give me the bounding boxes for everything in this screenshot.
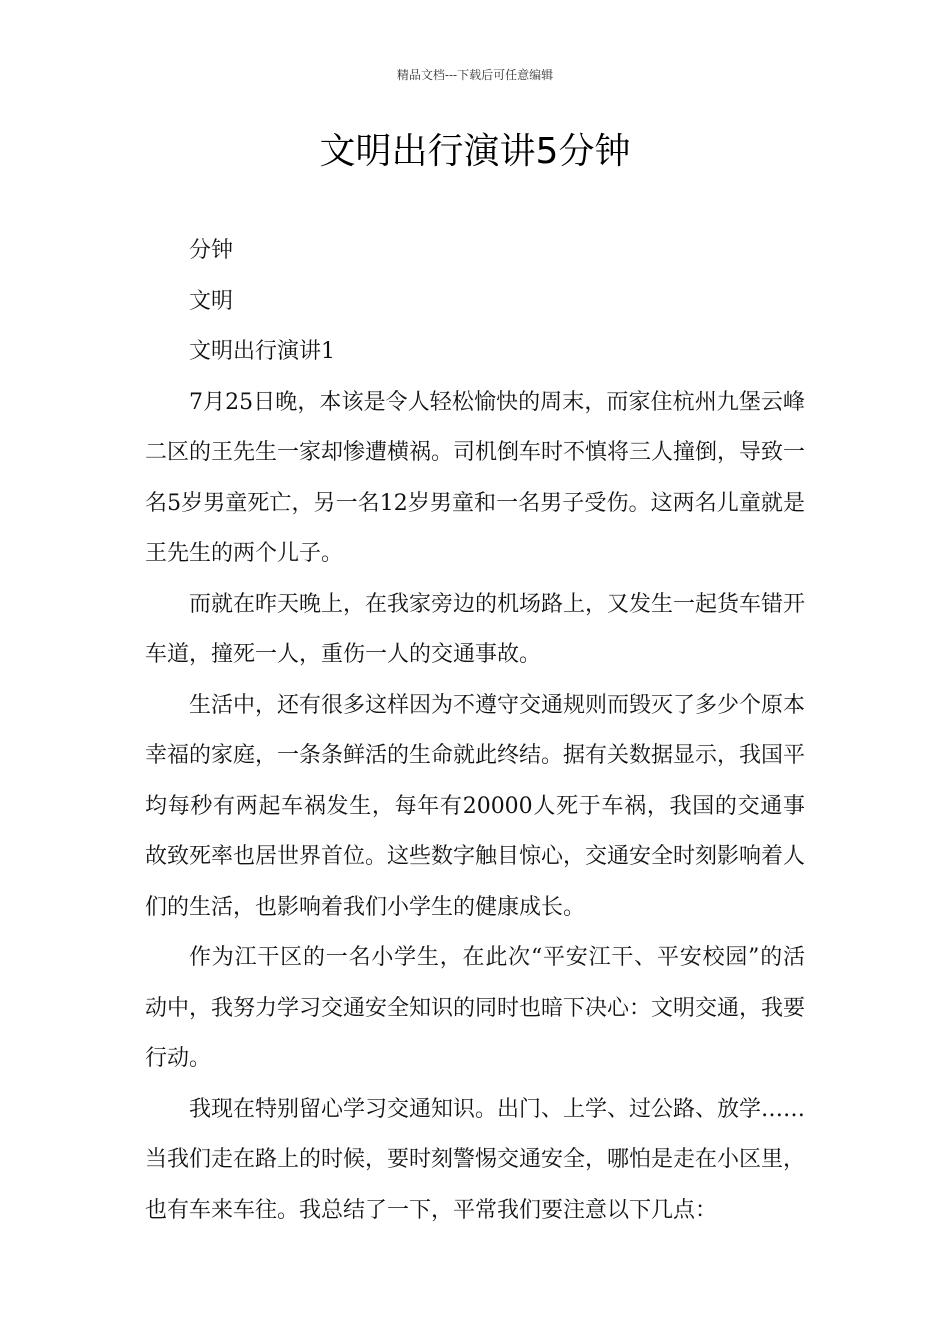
paragraph-accident-story: 7月25日晚，本该是令人轻松愉快的周末，而家住杭州九堡云峰二区的王先生一家却惨遭横祸。司机倒车时不慎将三人撞倒，导致一名5岁男童死亡，另一名12岁男童和一名男子受伤。这两名儿童就是王先生的两个儿子。	[145, 389, 806, 566]
paragraph-yesterday-accident: 而就在昨天晚上，在我家旁边的机场路上，又发生一起货车错开车道，撞死一人，重伤一人的交通事故。	[145, 591, 806, 667]
paragraph-heading-civility: 文明	[189, 288, 234, 314]
paragraph-heading-speech-1: 文明出行演讲1	[189, 339, 335, 364]
paragraph-learning: 我现在特别留心学习交通知识。出门、上学、过公路、放学……当我们走在路上的时候，要时刻警惕交通安全，哪怕是走在小区里，也有车来车往。我总结了一下，平常我们要注意以下几点：	[145, 1096, 806, 1223]
paragraph-statistics: 生活中，还有很多这样因为不遵守交通规则而毁灭了多少个原本幸福的家庭，一条条鲜活的生命就此终结。据有关数据显示，我国平均每秒有两起车祸发生，每年有20000人死于车祸，我国的交通事故致死率也居世界首位。这些数字触目惊心，交通安全时刻影响着人们的生活，也影响着我们小学生的健康成长。	[145, 692, 806, 920]
document-body	[145, 226, 805, 1236]
paragraph-heading-minutes: 分钟	[189, 238, 234, 263]
document-title: 文明出行演讲5分钟	[319, 131, 631, 172]
header-watermark: 精品文档---下载后可任意编辑	[396, 68, 554, 82]
paragraph-resolution: 作为江干区的一名小学生，在此次“平安江干、平安校园”的活动中，我努力学习交通安全知识的同时也暗下决心：文明交通，我要行动。	[145, 945, 806, 1071]
